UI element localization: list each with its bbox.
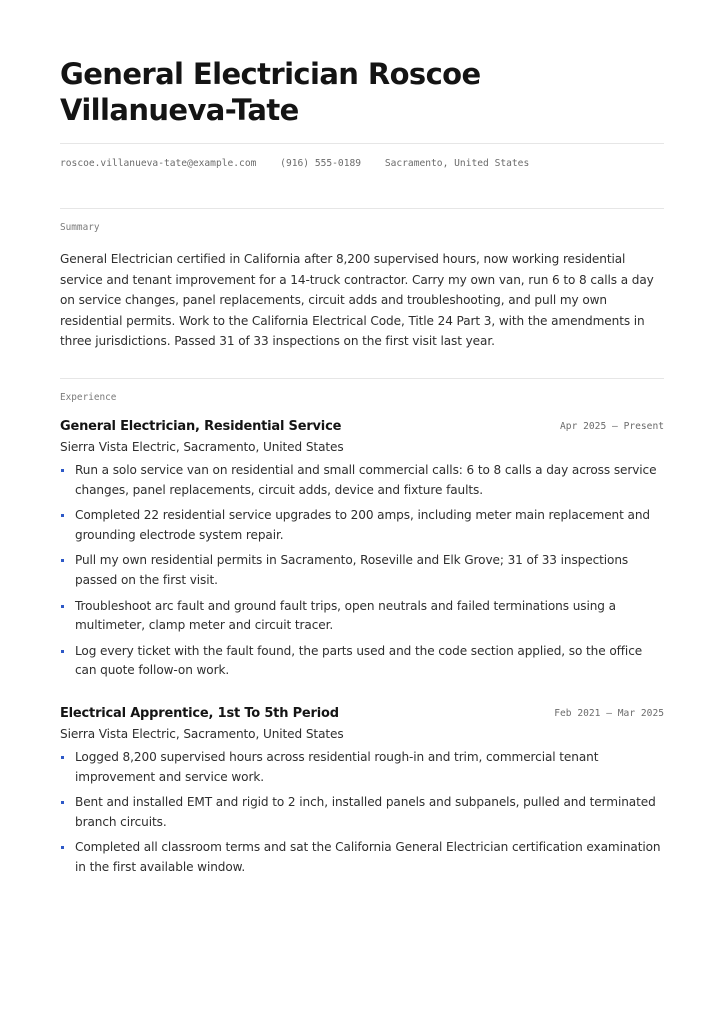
- bullet-item: Bent and installed EMT and rigid to 2 inch, installed panels and subpanels, pulled and terminated branch circuits.: [60, 793, 664, 832]
- summary-text: General Electrician certified in California after 8,200 supervised hours, now working residential service and tenant improvement for a 14-truck contractor. Carry my own van, run 6 to 8 calls a day on service changes, panel replacements, circuit adds and troubleshooting, and pull my own residential permits. Work to the California Electrical Code, Title 24 Part 3, with the amendments in three jurisdictions. Passed 31 of 33 inspections on the first visit last year.: [60, 252, 654, 349]
- experience-heading: Experience: [60, 392, 117, 403]
- bullet-item: Logged 8,200 supervised hours across residential rough-in and trim, commercial tenant improvement and service work.: [60, 748, 664, 787]
- job-dates: Feb 2021 — Mar 2025: [554, 708, 664, 719]
- divider: [60, 378, 664, 379]
- bullet-item: Troubleshoot arc fault and ground fault trips, open neutrals and failed terminations using a multimeter, clamp meter and circuit tracer.: [60, 597, 664, 636]
- job-title: Electrical Apprentice, 1st To 5th Period: [60, 706, 339, 721]
- job-company: Sierra Vista Electric, Sacramento, United States: [60, 440, 344, 454]
- job-company: Sierra Vista Electric, Sacramento, United States: [60, 727, 344, 741]
- bullet-item: Run a solo service van on residential and small commercial calls: 6 to 8 calls a day across service changes, panel replacements, circuit adds, device and fixture faults.: [60, 461, 664, 500]
- contact-location: Sacramento, United States: [384, 158, 530, 169]
- divider: [60, 208, 664, 209]
- contact-phone[interactable]: (916) 555-0189: [280, 158, 362, 169]
- candidate-name: General Electrician Roscoe Villanueva-Tate: [60, 57, 481, 127]
- bullet-item: Pull my own residential permits in Sacramento, Roseville and Elk Grove; 31 of 33 inspections passed on the first visit.: [60, 551, 664, 590]
- contact-line: [60, 158, 664, 172]
- job-title: General Electrician, Residential Service: [60, 419, 342, 434]
- bullet-item: Log every ticket with the fault found, the parts used and the code section applied, so the office can quote follow-on work.: [60, 642, 664, 681]
- bullet-item: Completed all classroom terms and sat the California General Electrician certification examination in the first available window.: [60, 838, 664, 877]
- divider: [60, 143, 664, 144]
- job-bullets: [60, 748, 664, 884]
- summary-heading: Summary: [60, 222, 100, 233]
- job-bullets: [60, 461, 664, 687]
- job-dates: Apr 2025 — Present: [560, 421, 664, 432]
- bullet-item: Completed 22 residential service upgrades to 200 amps, including meter main replacement and grounding electrode system repair.: [60, 506, 664, 545]
- contact-email[interactable]: roscoe.villanueva-tate@example.com: [60, 158, 257, 169]
